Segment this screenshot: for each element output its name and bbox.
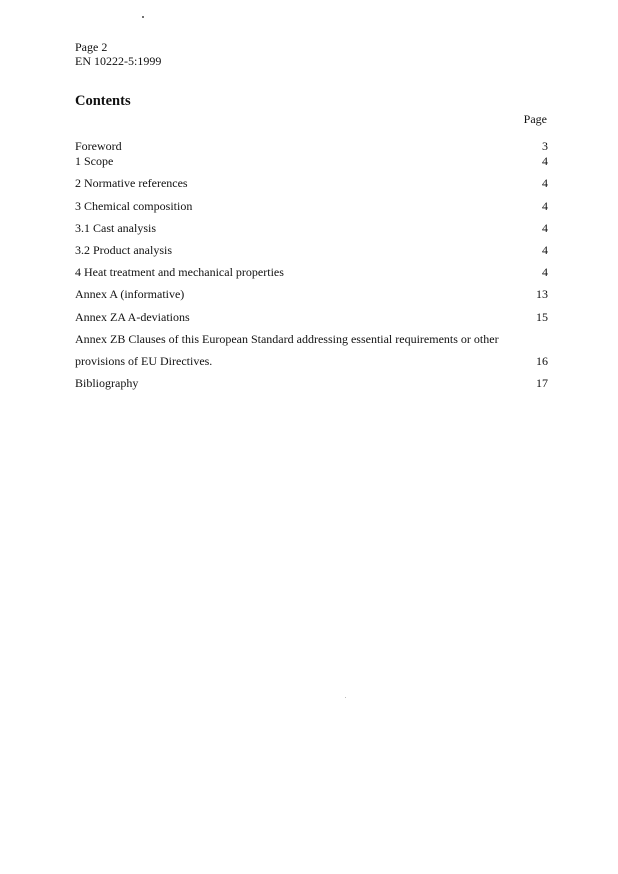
toc-entry-title: Annex ZB Clauses of this European Standard addressing essential requirements or other [75, 332, 499, 346]
toc-entry-title: provisions of EU Directives. [75, 354, 213, 368]
contents-heading: Contents [75, 93, 131, 109]
toc-entry [75, 310, 548, 325]
toc-entry [75, 139, 548, 154]
page-column-heading: Page [523, 112, 547, 126]
toc-entry-title: Annex ZA A-deviations [75, 310, 190, 324]
toc-entry-page: 17 [536, 376, 548, 390]
toc-entry-page: 4 [542, 154, 548, 168]
toc-entry-title: 3 Chemical composition [75, 199, 193, 213]
toc-entry-page: 4 [542, 176, 548, 190]
page-header [75, 40, 161, 68]
toc-entry-page: 15 [536, 310, 548, 324]
toc-entry [75, 243, 548, 258]
toc-entry-page: 16 [536, 354, 548, 368]
toc-entry-title: 1 Scope [75, 154, 114, 168]
document-id: EN 10222-5:1999 [75, 54, 162, 68]
toc-entry [75, 354, 548, 369]
scan-speck [345, 697, 346, 698]
toc-entry [75, 265, 548, 280]
toc-entry-title: Annex A (informative) [75, 287, 185, 301]
toc-entry-title: Foreword [75, 139, 122, 153]
toc-entry-page: 4 [542, 221, 548, 235]
scan-speck [142, 16, 144, 18]
toc-entry-page: 4 [542, 243, 548, 257]
toc-entry-title: 3.2 Product analysis [75, 243, 172, 257]
toc-entry-page: 4 [542, 265, 548, 279]
toc-entry-page: 3 [542, 139, 548, 153]
toc-entry [75, 376, 548, 391]
toc-entry-title: 4 Heat treatment and mechanical properties [75, 265, 284, 279]
toc-entry [75, 332, 548, 347]
toc-entry-page: 13 [536, 287, 548, 301]
toc-entry [75, 154, 548, 169]
toc-entry-title: 3.1 Cast analysis [75, 221, 156, 235]
page-number-label: Page 2 [75, 40, 108, 54]
toc-entry [75, 221, 548, 236]
toc-entry-title: 2 Normative references [75, 176, 188, 190]
toc-entry [75, 176, 548, 191]
toc-entry [75, 287, 548, 302]
toc-entry-page: 4 [542, 199, 548, 213]
toc-entry-title: Bibliography [75, 376, 139, 390]
toc-entry [75, 199, 548, 214]
